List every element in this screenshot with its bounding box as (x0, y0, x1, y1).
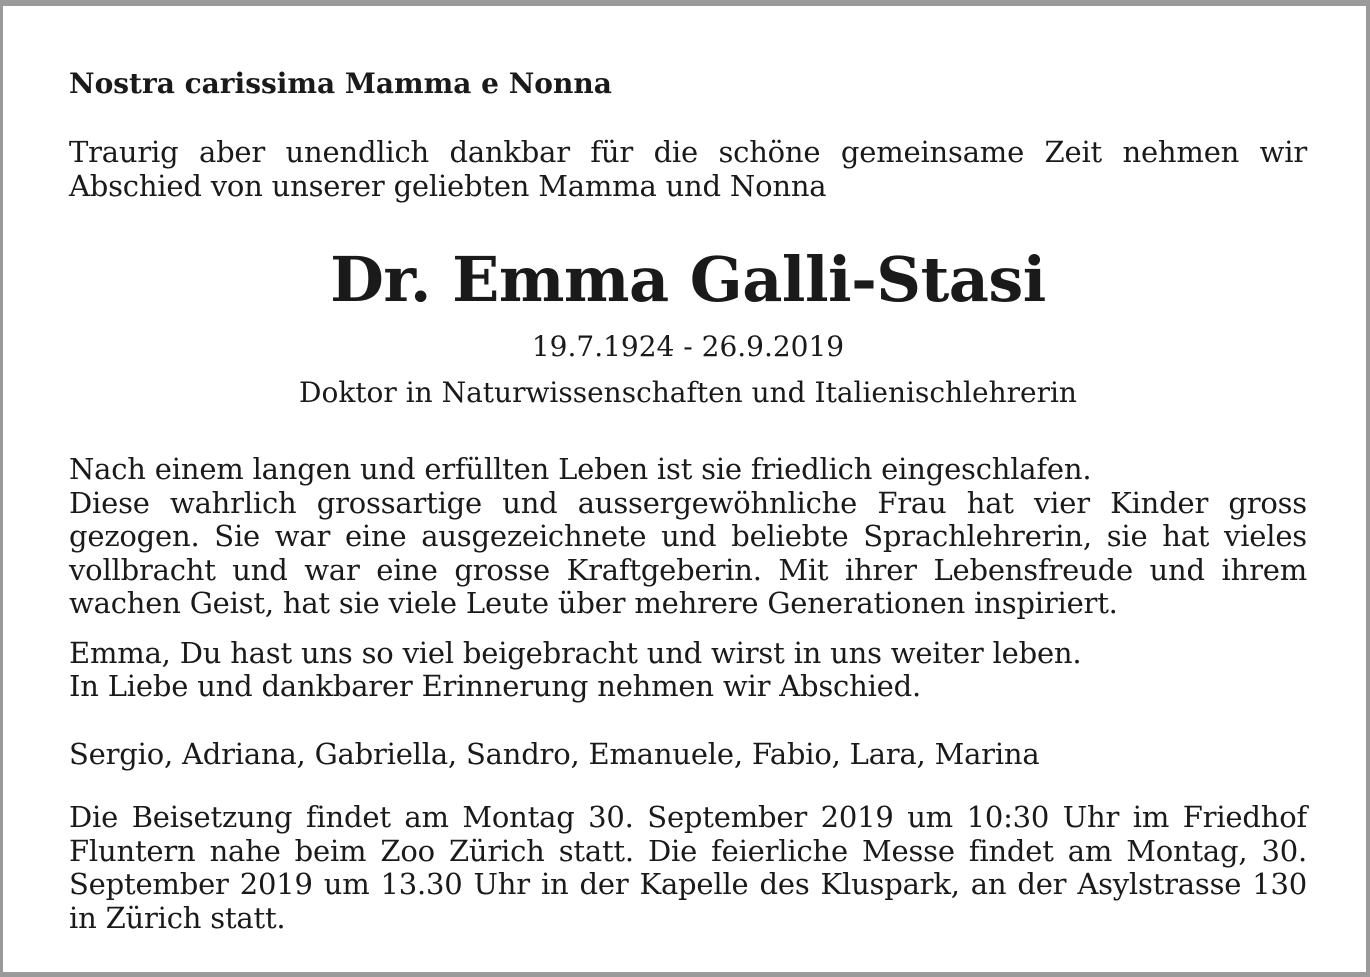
intro-text: Traurig aber unendlich dankbar für die schöne gemeinsame Zeit nehmen wir Abschied von unserer geliebten Mamma und Nonna (69, 135, 1307, 203)
farewell-line-2: In Liebe und dankbarer Erinnerung nehmen wir Abschied. (69, 669, 921, 703)
obituary-notice (69, 64, 1307, 935)
tribute-paragraph (69, 453, 1307, 621)
farewell-line-1: Emma, Du hast uns so viel beigebracht und wirst in uns weiter leben. (69, 635, 1082, 670)
family-signatures (69, 738, 1307, 772)
family-names: Sergio, Adriana, Gabriella, Sandro, Emanuele, Fabio, Lara, Marina (69, 736, 1040, 771)
funeral-details: Die Beisetzung findet am Montag 30. September 2019 um 10:30 Uhr im Friedhof Fluntern nahe beim Zoo Zürich statt. Die feierliche Messe findet am Montag, 30. September 2019 um 13.30 Uhr in der Kapelle des Kluspark, an der Asylstrasse 130 in Zürich statt. (69, 800, 1307, 935)
profession: Doktor in Naturwissenschaften und Italienischlehrerin (299, 376, 1077, 409)
salutation: Nostra carissima Mamma e Nonna (69, 67, 612, 100)
deceased-name: Dr. Emma Galli-Stasi (330, 243, 1046, 316)
life-dates: 19.7.1924 - 26.9.2019 (531, 330, 845, 363)
tribute-body: Diese wahrlich grossartige und aussergewöhnliche Frau hat vier Kinder gross gezogen. Sie war eine ausgezeichnete und beliebte Sprachlehrerin, sie hat vieles vollbracht und war eine grosse Kraftgeberin. Mit ihrer Lebensfreude und ihrem wachen Geist, hat sie viele Leute über mehrere Generationen inspiriert. (69, 485, 1307, 620)
tribute-first-line: Nach einem langen und erfüllten Leben ist sie friedlich eingeschlafen. (69, 452, 1092, 486)
farewell-paragraph (69, 637, 1307, 704)
funeral-info (69, 801, 1307, 935)
